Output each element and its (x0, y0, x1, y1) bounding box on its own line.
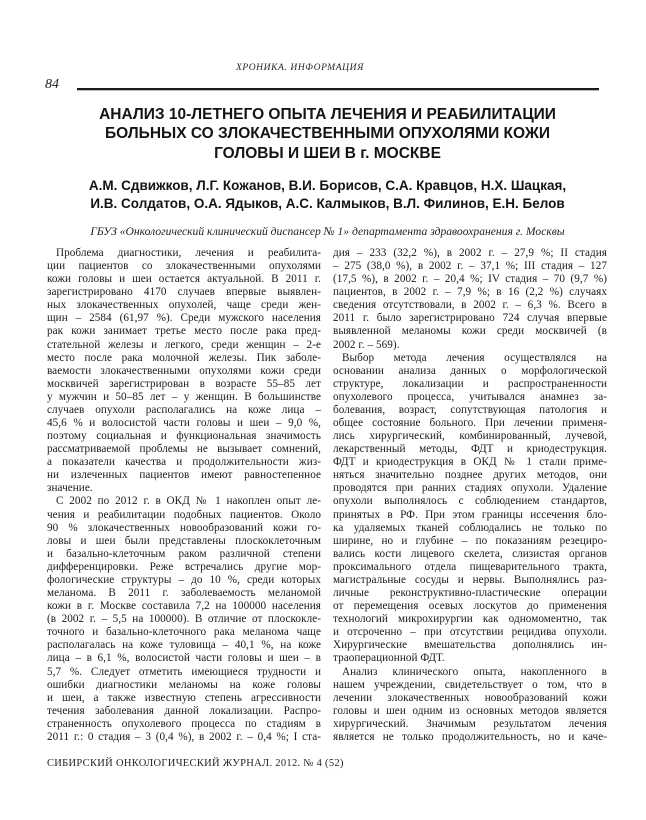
body-line: (в 2002 г. – 5,5 на 100000). В отличие от плоскокле- (47, 613, 321, 626)
body-line: у мужчин и 50–85 лет – у женщин. В большинстве (47, 390, 321, 403)
article-title (47, 105, 608, 163)
body-line: ции пациентов со злокачественными опухолями (47, 260, 321, 273)
body-line: проксимального отдела пищеварительного тракта, (333, 560, 607, 573)
authors-line-1: А.М. Сдвижков, Л.Г. Кожанов, В.И. Борисов, С.А. Кравцов, Н.Х. Шацкая, (88, 178, 567, 193)
body-line: 5,7 %. Следует отметить имеющиеся трудности и (47, 665, 321, 678)
body-line: Выбор метода лечения осуществлялся на (342, 351, 607, 364)
body-line: Хирургические вмешательства дополнялись ин- (333, 639, 607, 652)
body-line: проводятся при ранних стадиях опухоли. Удаление (333, 482, 607, 495)
body-line: значение. (47, 482, 93, 495)
body-line: выявленной меланомы кожи среди москвичей (в (333, 325, 607, 338)
header-rule (77, 88, 599, 91)
body-line: Анализ клинического опыта, накопленного в (342, 665, 607, 678)
body-line: опухолевого процесса, учитывался анамнез за- (333, 390, 607, 403)
body-line: 45,6 % и волосистой части головы и шеи – 9,0 %, (47, 417, 321, 430)
body-line: и базально-клеточным раком различной степени (47, 547, 321, 560)
body-line: стательной железы и легкого, среди женщин – 2-е (47, 338, 321, 351)
body-line: лица – в 6,1 %, волосистой части головы и шеи – в (47, 652, 321, 665)
body-line: зарегистрировано 4170 случаев впервые выявлен- (47, 286, 321, 299)
body-line: располагалась на коже туловища – 40,1 %, на коже (47, 639, 321, 652)
article-title-line-1: АНАЛИЗ 10-ЛЕТНЕГО ОПЫТА ЛЕЧЕНИЯ И РЕАБИЛИТАЦИИ (99, 106, 556, 123)
journal-footer: СИБИРСКИЙ ОНКОЛОГИЧЕСКИЙ ЖУРНАЛ. 2012. № 4 (52) (47, 758, 344, 769)
authors-line-2: И.В. Солдатов, О.А. Ядыков, А.С. Калмыков, В.Л. Филинов, Е.Н. Белов (90, 195, 565, 211)
body-line: личные реконструктивно-пластические операции (333, 587, 607, 600)
body-line: кожи в г. Москве составила 7,2 на 100000 населения (47, 600, 321, 613)
body-line: лечении злокачественных новообразований кожи (333, 691, 607, 704)
body-line: рассматриваемой проблемы не вызывает сомнений, (47, 443, 321, 456)
body-line: кожи головы и шеи остается актуальной. В 2011 г. (47, 273, 321, 286)
body-line: пациентов, в 2002 г. – 7,9 %; в 16 (2,2 %) случаях (333, 286, 607, 299)
body-line: меланома. В 2011 г. заболеваемость меланомой (47, 587, 321, 600)
body-line: ка удаляемых тканей соблюдались не только по (333, 521, 607, 534)
body-line: поэтому социальная и функциональная значимость (47, 430, 321, 443)
article-title-line-2: БОЛЬНЫХ СО ЗЛОКАЧЕСТВЕННЫМИ ОПУХОЛЯМИ КОЖИ (105, 125, 550, 143)
body-line: 2002 г. – 569). (333, 338, 400, 351)
body-line: от перемещения осевых лоскутов до применения (333, 600, 607, 613)
body-line: а показатели качества и продолжительности жиз- (47, 456, 321, 469)
body-line: (17,5 %), в 2002 г. – 20,4 %; IV стадия – 70 (9,7 %) (333, 273, 607, 286)
body-line: фологические структуры – до 10 %, среди которых (47, 573, 321, 586)
body-line: и отсроченно – при отсутствии рецидива опухоли. (333, 626, 607, 639)
running-header: ХРОНИКА. ИНФОРМАЦИЯ (236, 63, 364, 73)
body-line: сведения отсутствовали, в 2002 г. – 6,3 %. Всего в (333, 299, 607, 312)
body-line: нашем учреждении, свидетельствует о том, что в (333, 678, 607, 691)
body-line: случаев опухоли располагались на коже лица – (47, 403, 321, 416)
authors-block (47, 177, 608, 212)
body-column-left (47, 247, 321, 744)
body-line: рак кожи занимает третье место после рака пред- (47, 325, 321, 338)
body-line: – 275 (38,0 %), в 2002 г. – 37,1 %; III стадия – 127 (333, 260, 607, 273)
body-line: щин – 2584 (61,97 %). Среди мужского населения (47, 312, 321, 325)
body-line: является не только продолжительность, но и каче- (333, 730, 607, 743)
body-line: общее состояние больного. При лечении применя- (333, 417, 607, 430)
body-line: дия – 233 (32,2 %), в 2002 г. – 27,9 %; II стадия (333, 247, 607, 259)
body-line: магистральные сосуды и нервы. Выполнялись раз- (333, 573, 607, 586)
body-line: ширине, но и глубине – по показаниям резециро- (333, 534, 607, 547)
body-line: принятых в РФ. При этом границы иссечения бло- (333, 508, 607, 521)
body-line: хирургический. Значимым результатом лечения (333, 717, 607, 730)
body-line: С 2002 по 2012 г. в ОКД № 1 накоплен опыт ле- (56, 495, 321, 508)
body-line: ных злокачественных опухолей, чаще среди жен- (47, 299, 321, 312)
body-column-right (333, 247, 607, 744)
body-line: дифференцировки. Реже встречались другие мор- (47, 560, 321, 573)
body-line: страненность опухолевого процесса по стадиям в (47, 717, 321, 730)
body-line: 2011 г. было зарегистрировано 724 случая впервые (333, 312, 607, 325)
body-line: болевания, возраст, сопутствующая патология и (333, 403, 607, 416)
body-line: опухоли выполнялось с соблюдением стандартов, (333, 495, 607, 508)
affiliation: ГБУЗ «Онкологический клинический диспансер № 1» департамента здравоохранения г. Москвы (90, 225, 565, 238)
body-line: технологий микрохирургии как одномоментно, так (333, 613, 607, 626)
article-title-line-3: ГОЛОВЫ И ШЕИ В г. МОСКВЕ (214, 144, 441, 162)
page-number: 84 (45, 77, 59, 92)
body-line: траоперационной ФДТ. (333, 652, 445, 665)
body-line: течения заболевания данной локализации. Распро- (47, 704, 321, 717)
body-line: ФДТ и криодеструкция в ОКД № 1 стали приме- (333, 456, 607, 469)
body-line: 2011 г.: 0 стадия – 3 (0,4 %), в 2002 г. – 0,4 %; I ста- (47, 730, 321, 743)
body-line: москвичей зарегистрирован в возрасте 55–85 лет (47, 377, 321, 390)
body-line: точного и базально-клеточного рака меланома чаще (47, 626, 321, 639)
body-line: вались кости лицевого скелета, слизистая органов (333, 547, 607, 560)
body-line: ваемости злокачественными опухолями кожи среди (47, 364, 321, 377)
body-line: няться значительно позднее других методов, они (333, 469, 607, 482)
body-line: место после рака молочной железы. Пик заболе- (47, 351, 321, 364)
body-line: головы и шеи одним из основных методов является (333, 704, 607, 717)
body-line: ни излеченных пациентов имеют равностепенное (47, 469, 321, 482)
body-line: основании анализа данных о морфологической (333, 364, 607, 377)
body-line: чения и реабилитации подобных пациентов. Около (47, 508, 321, 521)
body-line: лись хирургический, комбинированный, лучевой, (333, 430, 607, 443)
body-line: лекарственный методы, ФДТ и криодеструкция. (333, 443, 607, 456)
body-line: Проблема диагностики, лечения и реабилита- (56, 247, 321, 259)
body-line: 90 % злокачественных новообразований кожи го- (47, 521, 321, 534)
body-line: ловы и шеи были представлены плоскоклеточным (47, 534, 321, 547)
body-line: и шеи, а также известную степень агрессивности (47, 691, 321, 704)
body-line: ошибки диагностики меланомы на коже головы (47, 678, 321, 691)
body-line: структуре, локализации и распространенности (333, 377, 607, 390)
